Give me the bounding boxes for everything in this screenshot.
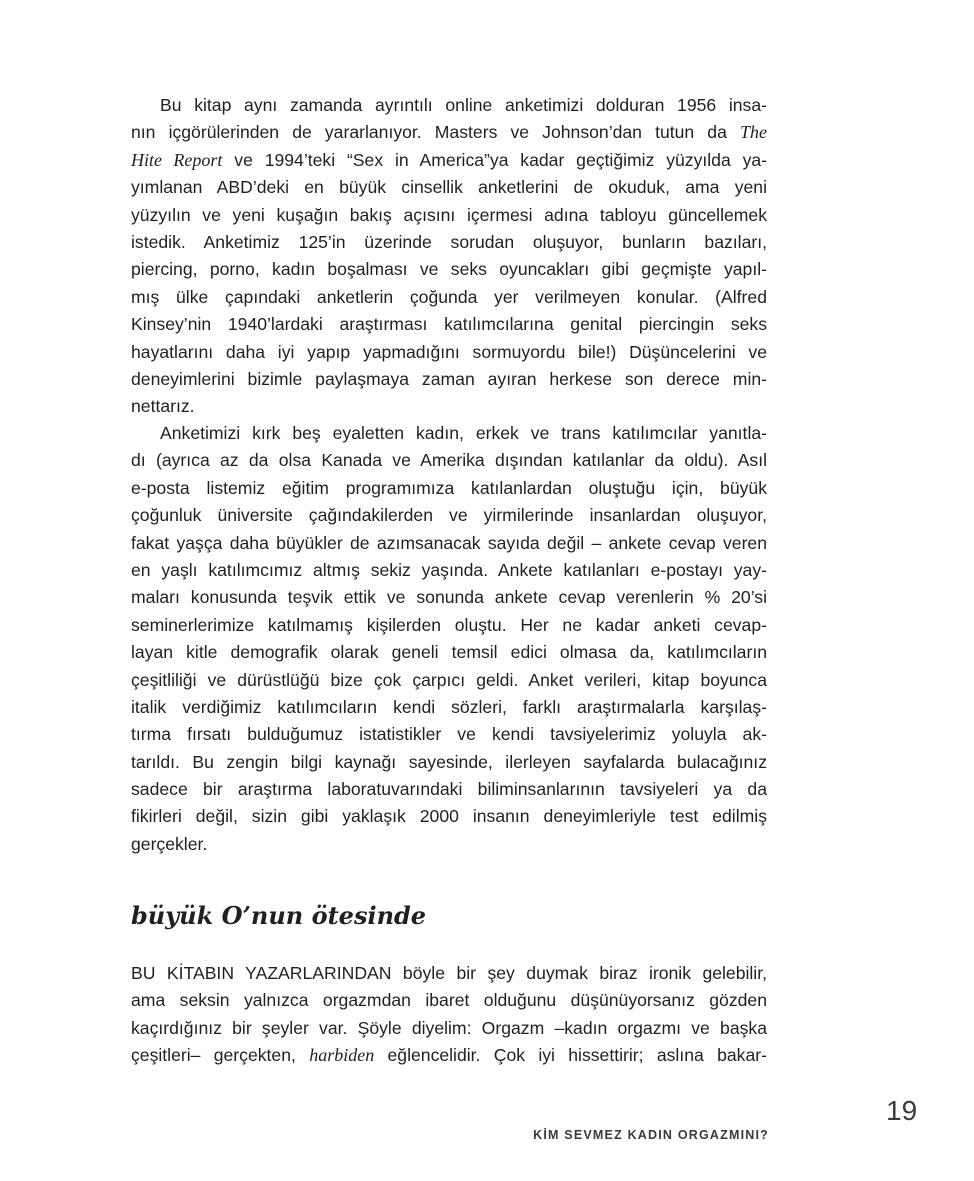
text-line: ama seksin yalnızca orgazmdan ibaret olduğunu düşünüyorsanız gözden: [131, 990, 767, 1011]
text-line: nın içgörülerinden de yararlanıyor. Masters ve Johnson’dan tutun da The: [131, 122, 768, 143]
text-line: gerçekler.: [131, 833, 208, 854]
italic-title: Hite Report: [131, 149, 223, 170]
section-heading: büyük O’nun ötesinde: [131, 901, 427, 930]
text-line: tırma fırsatı bulduğumuz istatistikler ve kendi tavsiyelerimiz yoluyla ak-: [131, 724, 767, 745]
text-line: deneyimlerini bizimle paylaşmaya zaman ayıran herkese son derece min-: [131, 368, 767, 389]
text-line: yımlanan ABD’deki en büyük cinsellik anketlerini de okuduk, ama yeni: [131, 177, 767, 198]
paragraph-survey-participants: [131, 420, 767, 858]
text-line: fikirleri değil, sizin gibi yaklaşık 2000 insanın deneyimleriyle test edilmiş: [131, 806, 767, 827]
text-line: sadece bir araştırma laboratuvarındaki biliminsanlarının tavsiyeleri ya da: [131, 779, 767, 800]
text-line: layan kitle demografik olarak geneli temsil edici olmasa da, katılımcıların: [131, 642, 767, 663]
text-line: BU KİTABIN YAZARLARINDAN böyle bir şey duymak biraz ironik gelebilir,: [131, 963, 767, 983]
text-line: Hite Report ve 1994’teki “Sex in America”ya kadar geçtiğimiz yüzyılda ya-: [131, 149, 768, 170]
text-line: tarıldı. Bu zengin bilgi kaynağı sayesinde, ilerleyen sayfalarda bulacağınız: [131, 751, 767, 772]
running-title: KİM SEVMEZ KADIN ORGAZMINI?: [533, 1128, 769, 1142]
text-line: nettarız.: [131, 396, 195, 417]
text-line: Bu kitap aynı zamanda ayrıntılı online anketimizi dolduran 1956 insa-: [160, 95, 767, 115]
text-line: çoğunluk üniversite çağındakilerden ve yirmilerinde insanlardan oluşuyor,: [131, 505, 767, 526]
text-line: kaçırdığınız bir şeyler var. Şöyle diyelim: Orgazm –kadın orgazmı ve başka: [131, 1017, 767, 1038]
text-line: hayatlarını daha iyi yapıp yapmadığını sormuyordu bile!) Düşüncelerini ve: [131, 341, 767, 362]
text-line: yüzyılın ve yeni kuşağın bakış açısını içermesi adına tabloyu güncellemek: [131, 204, 767, 225]
text-line: piercing, porno, kadın boşalması ve seks oyuncakları gibi geçmişte yapıl-: [131, 259, 767, 280]
text-line: italik verdiğimiz katılımcıların kendi sözleri, farklı araştırmalarla karşılaş-: [131, 696, 767, 717]
text-line: seminerlerimize katılmamış kişilerden oluştu. Her ne kadar anketi cevap-: [131, 614, 767, 635]
paragraph-survey-intro: [131, 92, 767, 421]
text-line: Anketimizi kırk beş eyaletten kadın, erkek ve trans katılımcılar yanıtla-: [160, 423, 767, 443]
italic-word: harbiden: [309, 1045, 375, 1066]
text-line: fakat yaşça daha büyükler de azımsanacak sayıda değil – ankete cevap veren: [131, 532, 767, 553]
text-line: mış ülke çapındaki anketlerin çoğunda yer verilmeyen konular. (Alfred: [131, 286, 767, 307]
paragraph-beyond-orgasm: [131, 960, 767, 1070]
italic-title: The: [740, 122, 768, 143]
text-line: en yaşlı katılımcımız altmış sekiz yaşında. Ankete katılanları e-postayı yay-: [131, 559, 767, 580]
text-line: Kinsey’nin 1940’lardaki araştırması katılımcılarına genital piercingin seks: [131, 314, 767, 335]
page-number: 19: [886, 1095, 918, 1126]
text-line: çeşitleri– gerçekten, harbiden eğlencelidir. Çok iyi hissettirir; aslına bakar-: [131, 1045, 767, 1066]
text-line: çeşitliliği ve dürüstlüğü bize çok çarpıcı geldi. Anket verileri, kitap boyunca: [131, 669, 767, 690]
text-line: dı (ayrıca az da olsa Kanada ve Amerika dışından katılanlar da oldu). Asıl: [131, 450, 767, 471]
text-line: e-posta listemiz eğitim programımıza katılanlardan oluştuğu için, büyük: [131, 477, 767, 498]
text-line: maları konusunda teşvik ettik ve sonunda ankete cevap verenlerin % 20’si: [131, 587, 767, 608]
text-line: istedik. Anketimiz 125’in üzerinde sorudan oluşuyor, bunların bazıları,: [131, 231, 767, 252]
